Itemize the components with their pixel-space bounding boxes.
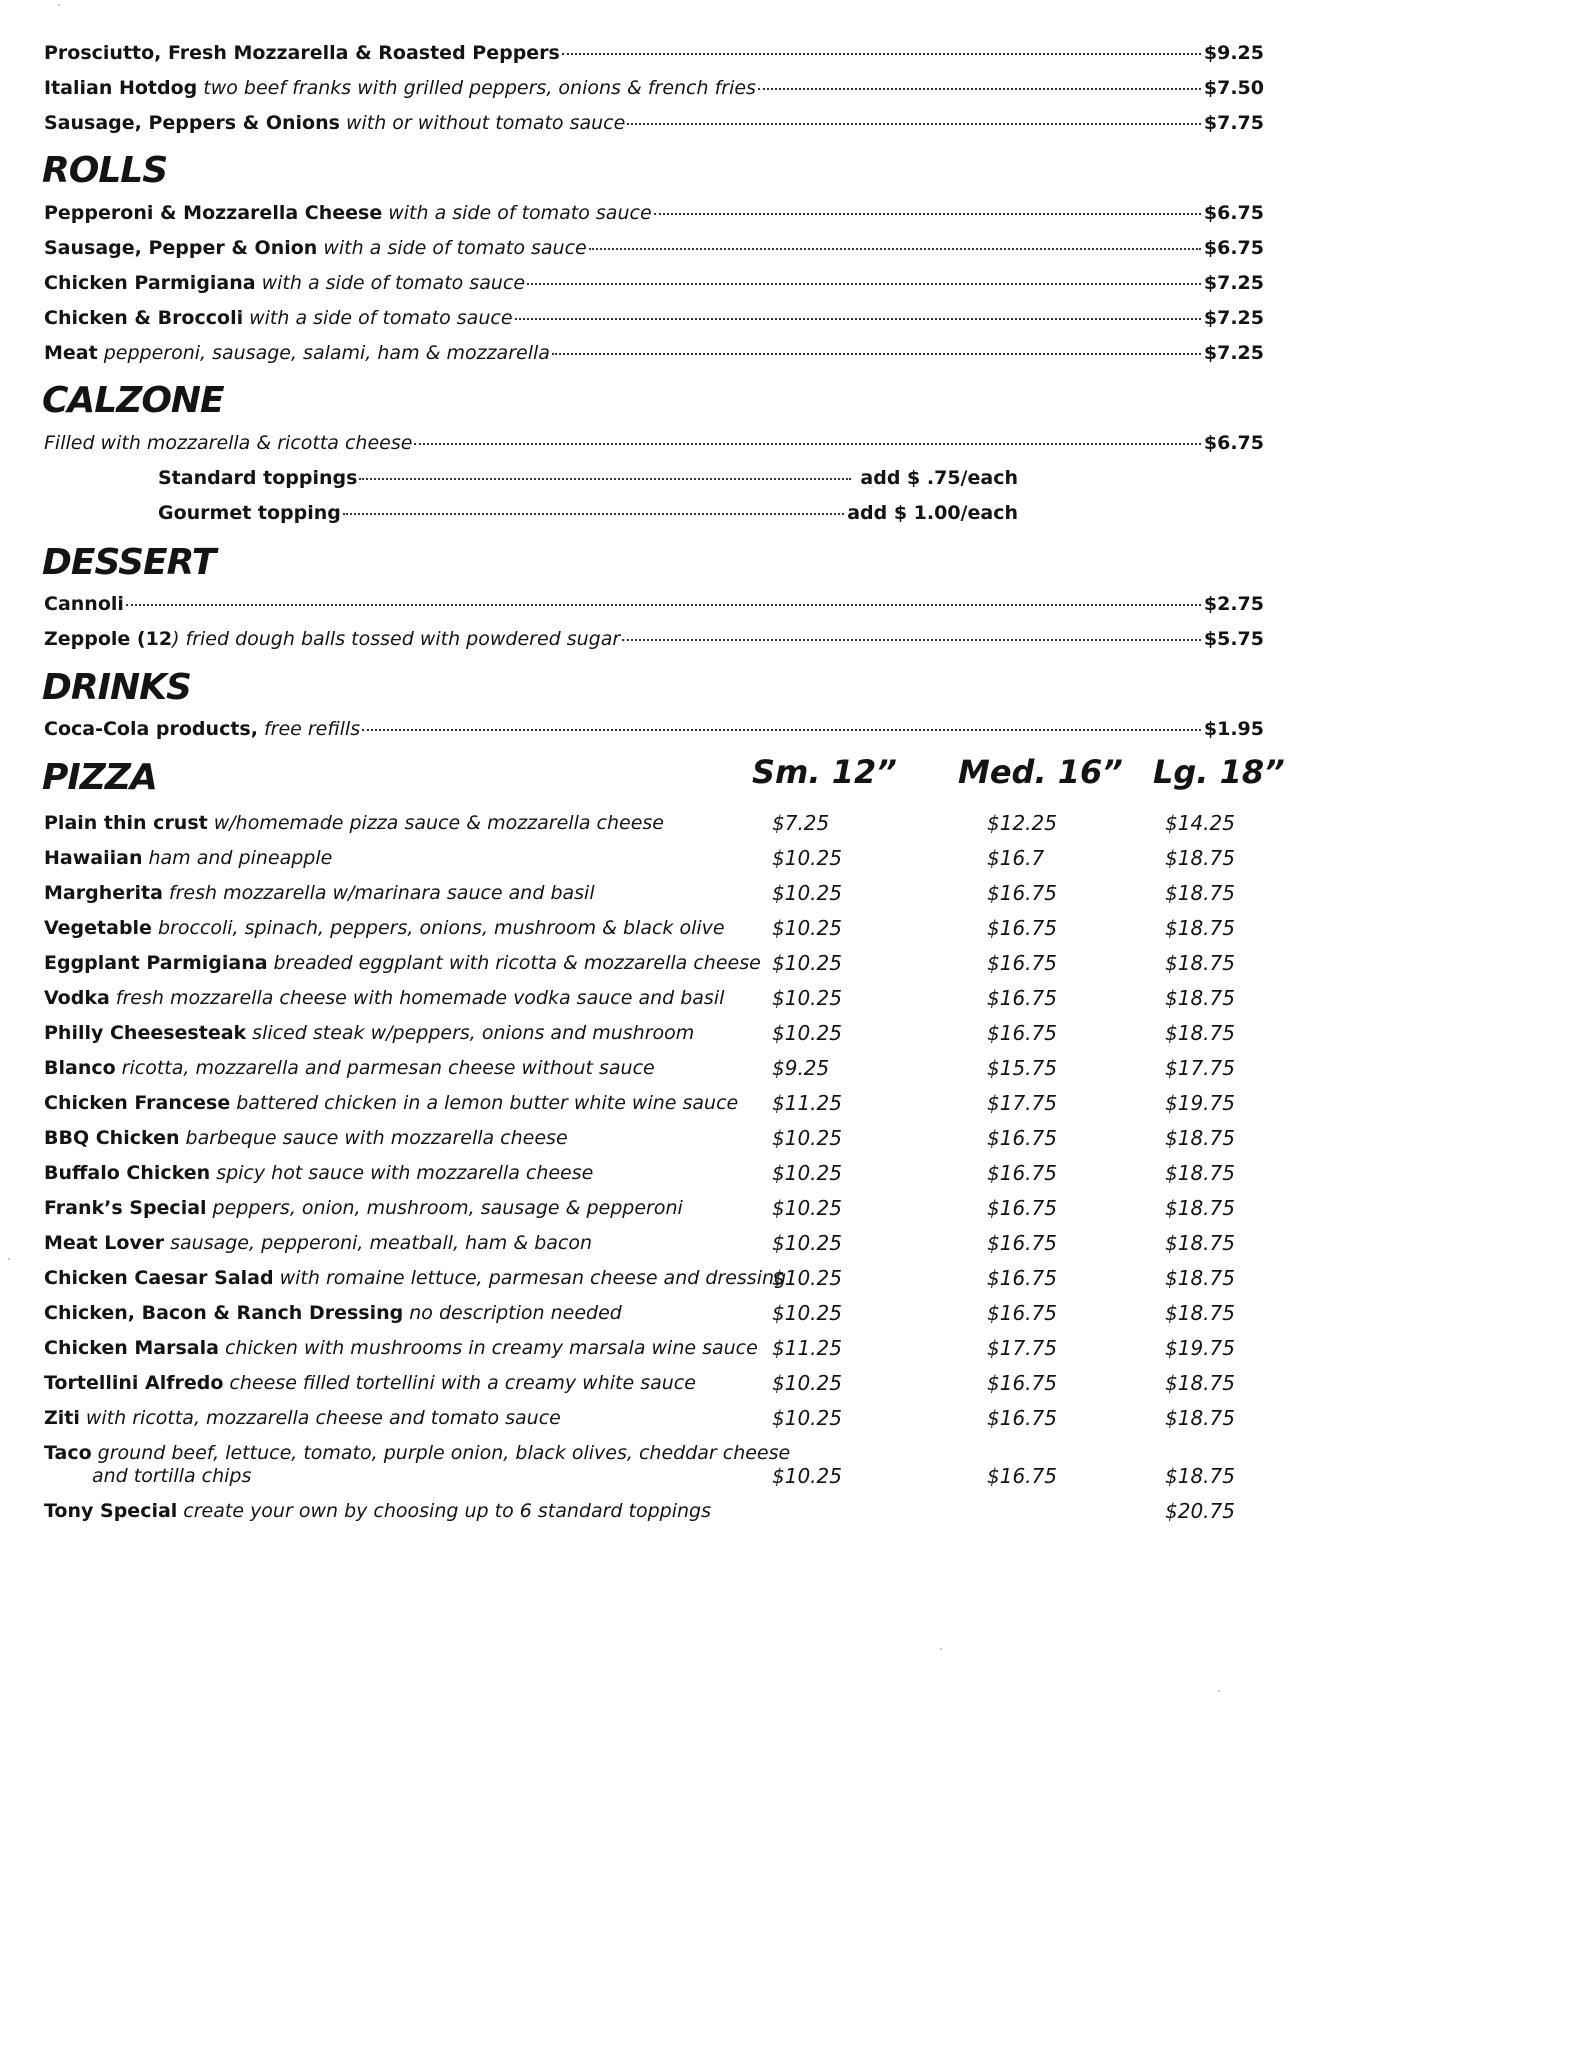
size-header-medium: Med. 16” [958, 753, 1123, 791]
pizza-item [44, 812, 664, 834]
price-small: $10.25 [772, 1406, 842, 1430]
section-heading-dessert: DESSERT [42, 542, 216, 583]
item-price: $6.75 [1203, 432, 1264, 454]
price-small: $10.25 [772, 1161, 842, 1185]
topping-option [158, 467, 1018, 489]
leader-dots [414, 443, 1200, 445]
leader-dots [552, 353, 1201, 355]
price-large: $18.75 [1165, 986, 1235, 1010]
item-description: ground beef, lettuce, tomato, purple onion, black olives, cheddar cheese [97, 1442, 791, 1464]
scan-speck [8, 1258, 10, 1260]
section-heading-drinks: DRINKS [42, 667, 191, 708]
price-large: $18.75 [1165, 1406, 1235, 1430]
item-name: Tony Special [44, 1500, 178, 1522]
item-name: BBQ Chicken [44, 1127, 180, 1149]
item-price: $6.75 [1203, 237, 1264, 259]
pizza-item [44, 1022, 694, 1044]
price-medium: $16.75 [987, 1266, 1057, 1290]
leader-dots [515, 318, 1201, 320]
pizza-item-continued [92, 1465, 251, 1487]
item-name: Blanco [44, 1057, 116, 1079]
price-medium: $16.75 [987, 881, 1057, 905]
price-small: $11.25 [772, 1091, 842, 1115]
pizza-item [44, 917, 725, 939]
menu-item [44, 628, 1264, 650]
pizza-item [44, 1442, 790, 1464]
pizza-item [44, 1057, 655, 1079]
item-price: $7.75 [1203, 112, 1264, 134]
item-price: $1.95 [1203, 718, 1264, 740]
item-description-continued: and tortilla chips [92, 1465, 252, 1487]
item-description: with romaine lettuce, parmesan cheese and dressing [279, 1267, 787, 1289]
item-name: Pepperoni & Mozzarella Cheese [44, 202, 383, 224]
item-name: Eggplant Parmigiana [44, 952, 268, 974]
price-small: $9.25 [772, 1056, 830, 1080]
item-price: $5.75 [1203, 628, 1264, 650]
leader-dots [589, 248, 1201, 250]
item-description: battered chicken in a lemon butter white wine sauce [236, 1092, 739, 1114]
price-large: $18.75 [1165, 1161, 1235, 1185]
price-small: $10.25 [772, 1266, 842, 1290]
item-price: $7.25 [1203, 307, 1264, 329]
price-small: $10.25 [772, 986, 842, 1010]
price-small: $10.25 [772, 846, 842, 870]
section-heading-calzone: CALZONE [42, 380, 224, 421]
scan-speck [1218, 1690, 1220, 1692]
price-small: $10.25 [772, 1301, 842, 1325]
price-medium: $16.75 [987, 1021, 1057, 1045]
price-small: $10.25 [772, 1464, 842, 1488]
price-medium: $12.25 [987, 811, 1057, 835]
menu-item [44, 272, 1264, 294]
item-name: Chicken & Broccoli [44, 307, 244, 329]
leader-dots [126, 604, 1201, 606]
item-name: Buffalo Chicken [44, 1162, 211, 1184]
topping-name: Standard toppings [158, 467, 358, 489]
menu-item [44, 718, 1264, 740]
price-small: $7.25 [772, 811, 830, 835]
item-name: Chicken Marsala [44, 1337, 219, 1359]
price-small: $10.25 [772, 1126, 842, 1150]
price-small: $10.25 [772, 951, 842, 975]
item-description: free refills [263, 718, 361, 740]
price-medium: $16.75 [987, 1196, 1057, 1220]
item-name: Chicken, Bacon & Ranch Dressing [44, 1302, 404, 1324]
leader-dots [359, 478, 851, 480]
pizza-item [44, 1372, 696, 1394]
price-small: $11.25 [772, 1336, 842, 1360]
pizza-item [44, 987, 724, 1009]
price-large: $20.75 [1165, 1499, 1235, 1523]
price-large: $18.75 [1165, 1464, 1235, 1488]
leader-dots [654, 213, 1201, 215]
item-name: Chicken Caesar Salad [44, 1267, 274, 1289]
price-small: $10.25 [772, 916, 842, 940]
leader-dots [362, 729, 1201, 731]
item-price: $7.25 [1203, 272, 1264, 294]
pizza-item [44, 1232, 592, 1254]
item-description: with or without tomato sauce [345, 112, 626, 134]
price-medium: $16.7 [987, 846, 1045, 870]
menu-item [44, 432, 1264, 454]
topping-price: add $ 1.00/each [847, 502, 1018, 524]
pizza-item [44, 1197, 683, 1219]
item-name: Margherita [44, 882, 163, 904]
item-price: $7.25 [1203, 342, 1264, 364]
price-large: $18.75 [1165, 1126, 1235, 1150]
pizza-item [44, 1407, 561, 1429]
item-name: Frank’s Special [44, 1197, 207, 1219]
item-price: $7.50 [1203, 77, 1264, 99]
item-description: fresh mozzarella cheese with homemade vodka sauce and basil [115, 987, 725, 1009]
item-name: Chicken Parmigiana [44, 272, 256, 294]
price-large: $18.75 [1165, 1371, 1235, 1395]
item-name: Vodka [44, 987, 110, 1009]
pizza-item [44, 1337, 758, 1359]
pizza-item [44, 952, 761, 974]
item-description: broccoli, spinach, peppers, onions, mushroom & black olive [157, 917, 725, 939]
price-medium: $16.75 [987, 1231, 1057, 1255]
menu-item [44, 77, 1264, 99]
item-name: Meat Lover [44, 1232, 165, 1254]
item-price: $2.75 [1203, 593, 1264, 615]
price-large: $18.75 [1165, 1231, 1235, 1255]
price-medium: $15.75 [987, 1056, 1057, 1080]
item-description: w/homemade pizza sauce & mozzarella cheese [213, 812, 664, 834]
price-large: $18.75 [1165, 1196, 1235, 1220]
price-small: $10.25 [772, 1021, 842, 1045]
topping-option [158, 502, 1018, 524]
item-description: cheese filled tortellini with a creamy white sauce [229, 1372, 696, 1394]
scan-speck [940, 1648, 942, 1650]
item-description: barbeque sauce with mozzarella cheese [185, 1127, 568, 1149]
price-small: $10.25 [772, 881, 842, 905]
pizza-item [44, 1302, 622, 1324]
price-small: $10.25 [772, 1231, 842, 1255]
section-heading-rolls: ROLLS [42, 150, 168, 191]
menu-item [44, 112, 1264, 134]
price-medium: $16.75 [987, 1161, 1057, 1185]
price-large: $14.25 [1165, 811, 1235, 835]
item-name: Tortellini Alfredo [44, 1372, 224, 1394]
item-description: create your own by choosing up to 6 standard toppings [183, 1500, 711, 1522]
item-description: with a side of tomato sauce [249, 307, 513, 329]
item-description: fresh mozzarella w/marinara sauce and basil [168, 882, 595, 904]
item-name: Sausage, Peppers & Onions [44, 112, 340, 134]
leader-dots [527, 283, 1201, 285]
item-description: spicy hot sauce with mozzarella cheese [216, 1162, 594, 1184]
price-medium: $16.75 [987, 951, 1057, 975]
item-description: with a side of tomato sauce [388, 202, 652, 224]
item-description: sausage, pepperoni, meatball, ham & bacon [170, 1232, 593, 1254]
item-description: Filled with mozzarella & ricotta cheese [44, 432, 413, 454]
menu-item [44, 307, 1264, 329]
menu-item [44, 237, 1264, 259]
menu-item [44, 342, 1264, 364]
price-medium: $16.75 [987, 1301, 1057, 1325]
price-medium: $16.75 [987, 916, 1057, 940]
price-large: $19.75 [1165, 1336, 1235, 1360]
size-header-large: Lg. 18” [1153, 753, 1285, 791]
menu-item [44, 202, 1264, 224]
item-name: Philly Cheesesteak [44, 1022, 247, 1044]
price-medium: $16.75 [987, 986, 1057, 1010]
section-heading-pizza: PIZZA [42, 757, 157, 798]
pizza-item [44, 882, 595, 904]
item-description: with ricotta, mozzarella cheese and tomato sauce [85, 1407, 561, 1429]
item-name: Prosciutto, Fresh Mozzarella & Roasted Peppers [44, 42, 560, 64]
item-name: Cannoli [44, 593, 124, 615]
item-name: Hawaiian [44, 847, 143, 869]
item-name: Chicken Francese [44, 1092, 231, 1114]
pizza-item [44, 1162, 593, 1184]
pizza-item [44, 1092, 738, 1114]
price-large: $18.75 [1165, 846, 1235, 870]
item-description: with a side of tomato sauce [323, 237, 587, 259]
item-name: Coca-Cola products, [44, 718, 258, 740]
item-description: sliced steak w/peppers, onions and mushroom [252, 1022, 695, 1044]
item-description: pepperoni, sausage, salami, ham & mozzarella [103, 342, 550, 364]
price-large: $18.75 [1165, 881, 1235, 905]
price-medium: $16.75 [987, 1406, 1057, 1430]
pizza-item [44, 1127, 568, 1149]
menu-item [44, 593, 1264, 615]
scan-speck [58, 4, 60, 6]
price-medium: $16.75 [987, 1371, 1057, 1395]
item-description: peppers, onion, mushroom, sausage & pepperoni [212, 1197, 683, 1219]
pizza-item [44, 847, 332, 869]
pizza-item [44, 1267, 786, 1289]
topping-name: Gourmet topping [158, 502, 341, 524]
price-large: $18.75 [1165, 916, 1235, 940]
price-medium: $17.75 [987, 1336, 1057, 1360]
topping-price: add $ .75/each [860, 467, 1018, 489]
leader-dots [758, 88, 1201, 90]
price-small: $10.25 [772, 1196, 842, 1220]
item-name: Taco [44, 1442, 92, 1464]
leader-dots [622, 639, 1201, 641]
item-description: chicken with mushrooms in creamy marsala wine sauce [224, 1337, 758, 1359]
item-price: $9.25 [1203, 42, 1264, 64]
price-large: $18.75 [1165, 951, 1235, 975]
leader-dots [343, 513, 844, 515]
price-large: $17.75 [1165, 1056, 1235, 1080]
item-name: Italian Hotdog [44, 77, 198, 99]
item-name: Sausage, Pepper & Onion [44, 237, 318, 259]
menu-item [44, 42, 1264, 64]
item-name: Zeppole (12 [44, 628, 173, 650]
leader-dots [562, 53, 1201, 55]
item-description: breaded eggplant with ricotta & mozzarella cheese [273, 952, 761, 974]
price-small: $10.25 [772, 1371, 842, 1395]
item-description: no description needed [409, 1302, 622, 1324]
item-name: Vegetable [44, 917, 152, 939]
item-description: ricotta, mozzarella and parmesan cheese without sauce [121, 1057, 655, 1079]
leader-dots [627, 123, 1201, 125]
size-header-small: Sm. 12” [752, 753, 897, 791]
price-medium: $17.75 [987, 1091, 1057, 1115]
pizza-item [44, 1500, 711, 1522]
item-description: ham and pineapple [148, 847, 333, 869]
item-name: Ziti [44, 1407, 80, 1429]
item-description: with a side of tomato sauce [261, 272, 526, 294]
price-large: $19.75 [1165, 1091, 1235, 1115]
price-large: $18.75 [1165, 1301, 1235, 1325]
price-large: $18.75 [1165, 1266, 1235, 1290]
item-price: $6.75 [1203, 202, 1264, 224]
item-name: Meat [44, 342, 98, 364]
item-description: two beef franks with grilled peppers, onions & french fries [203, 77, 756, 99]
price-medium: $16.75 [987, 1126, 1057, 1150]
price-medium: $16.75 [987, 1464, 1057, 1488]
item-name: Plain thin crust [44, 812, 208, 834]
price-large: $18.75 [1165, 1021, 1235, 1045]
item-description: ) fried dough balls tossed with powdered sugar [172, 628, 621, 650]
